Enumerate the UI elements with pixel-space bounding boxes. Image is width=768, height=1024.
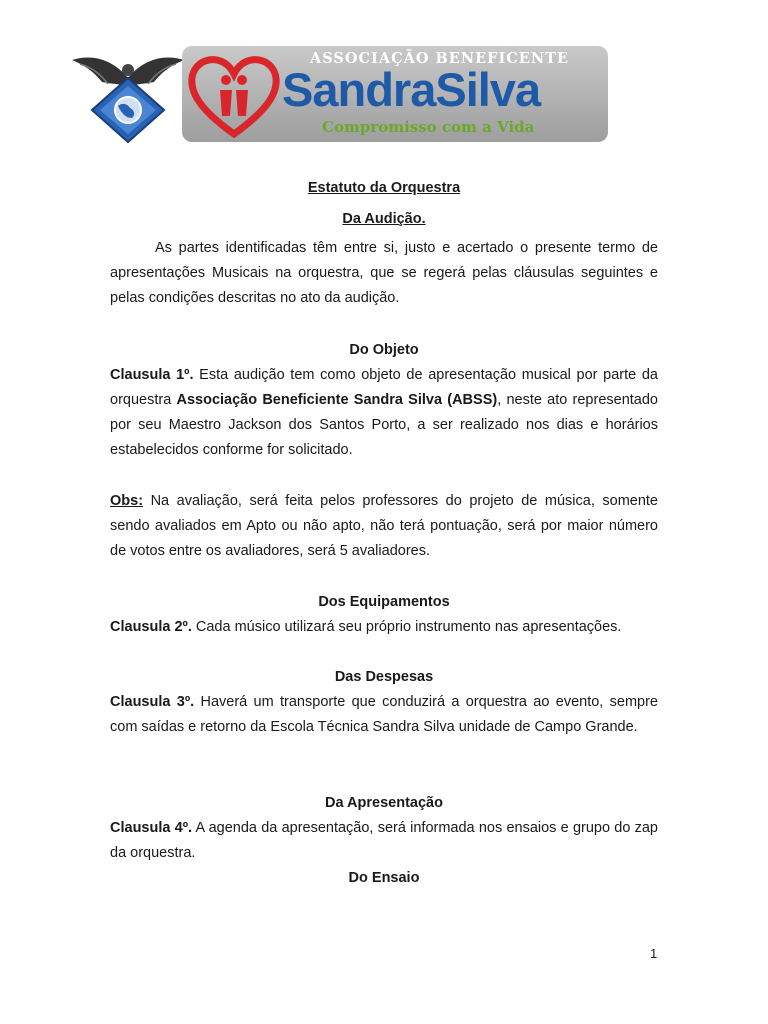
clause-2-text: Cada músico utilizará seu próprio instrumento nas apresentações. xyxy=(191,619,622,635)
banner-tagline: Compromisso com a Vida xyxy=(322,118,535,136)
document-title-block xyxy=(110,176,658,201)
intro-paragraph: As partes identificadas têm entre si, justo e acertado o presente termo de apresentações Musicais na orquestra, que se regerá pelas cláusulas seguintes e pelas condições descritas no ato da audição. xyxy=(110,240,658,306)
logo-header xyxy=(72,44,612,148)
section-objeto xyxy=(110,338,658,463)
section-apresentacao xyxy=(110,791,658,891)
section-obs xyxy=(110,489,658,564)
clause-4-label: Clausula 4º. xyxy=(110,820,193,836)
section-heading-apresentacao: Da Apresentação xyxy=(325,795,443,811)
heart-people-icon xyxy=(186,50,282,138)
clause-3 xyxy=(110,690,658,740)
clause-1 xyxy=(110,363,658,463)
clause-1-text-a: Esta audição tem como objeto de apresentação musical por parte da orquestra xyxy=(110,367,659,408)
clause-2 xyxy=(110,615,658,640)
document-subtitle: Da Audição. xyxy=(342,211,426,227)
clause-1-text-b: , neste ato representado por seu Maestro Jackson dos Santos Porto, a ser realizado nos dias e horários estabelecidos conforme for solicitado. xyxy=(110,392,658,458)
clause-3-text: Haverá um transporte que conduzirá a orquestra ao evento, sempre com saídas e retorno da Escola Técnica Sandra Silva unidade de Campo Grande. xyxy=(110,694,658,735)
document-title: Estatuto da Orquestra xyxy=(307,180,461,196)
association-banner xyxy=(182,46,608,142)
section-equipamentos xyxy=(110,590,658,640)
obs-text: Na avaliação, será feita pelos professores do projeto de música, somente sendo avaliados em Apto ou não apto, não terá pontuação, será por maior número de votos entre os avaliadores, será 5 avaliadores. xyxy=(110,493,658,559)
section-heading-equipamentos: Dos Equipamentos xyxy=(318,594,450,610)
document-subtitle-block xyxy=(110,207,658,232)
clause-1-label: Clausula 1º. xyxy=(110,367,194,383)
eagle-globe-emblem-icon xyxy=(72,48,184,144)
page-number: 1 xyxy=(650,946,658,961)
section-heading-ensaio: Do Ensaio xyxy=(348,870,420,886)
section-heading-despesas: Das Despesas xyxy=(334,669,434,685)
obs-paragraph xyxy=(110,489,658,564)
clause-3-label: Clausula 3º. xyxy=(110,694,195,710)
obs-label: Obs: xyxy=(110,493,144,509)
banner-name-first: Sandra xyxy=(282,63,436,116)
banner-name xyxy=(282,63,541,116)
section-heading-objeto: Do Objeto xyxy=(349,342,419,358)
clause-2-label: Clausula 2º. xyxy=(110,619,192,635)
clause-4-text: A agenda da apresentação, será informada nos ensaios e grupo do zap da orquestra. xyxy=(110,820,658,861)
section-despesas xyxy=(110,665,658,740)
banner-name-second: Silva xyxy=(435,63,541,116)
clause-1-org-name: Associação Beneficiente Sandra Silva (ABSS) xyxy=(176,392,498,408)
banner-top-text: ASSOCIAÇÃO BENEFICENTE xyxy=(310,50,569,67)
clause-4 xyxy=(110,816,658,866)
intro-paragraph-block xyxy=(110,236,658,311)
